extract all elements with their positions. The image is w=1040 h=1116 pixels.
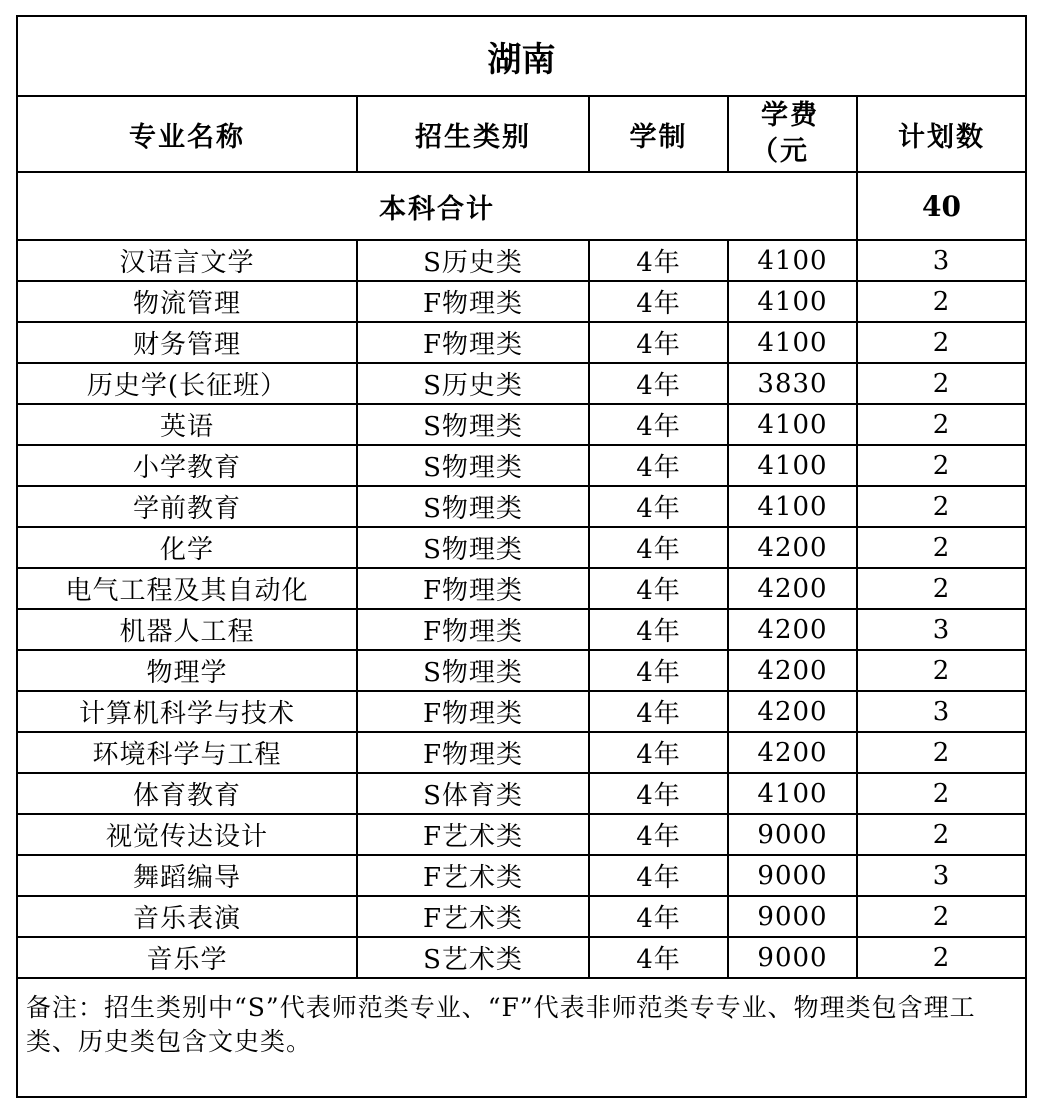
cell-plan: 2 [857, 814, 1026, 855]
cell-major: 电气工程及其自动化 [17, 568, 357, 609]
table-row [17, 445, 1026, 486]
cell-plan: 2 [857, 896, 1026, 937]
table-row [17, 486, 1026, 527]
table-row [17, 691, 1026, 732]
cell-major: 汉语言文学 [17, 240, 357, 281]
header-fee-line2: （元 [751, 136, 809, 167]
cell-major: 学前教育 [17, 486, 357, 527]
cell-fee: 9000 [728, 855, 857, 896]
table-row [17, 281, 1026, 322]
table-row [17, 363, 1026, 404]
cell-fee: 4200 [728, 609, 857, 650]
cell-plan: 2 [857, 773, 1026, 814]
cell-fee: 4200 [728, 527, 857, 568]
cell-category: S物理类 [357, 527, 589, 568]
cell-major: 历史学(长征班） [17, 363, 357, 404]
cell-major: 计算机科学与技术 [17, 691, 357, 732]
cell-duration: 4年 [589, 322, 728, 363]
note-text: 备注：招生类别中“S”代表师范类专业、“F”代表非师范类专专业、物理类包含理工类、历史类包含文史类。 [17, 978, 1026, 1097]
cell-fee: 4100 [728, 240, 857, 281]
cell-category: F物理类 [357, 609, 589, 650]
cell-fee: 4200 [728, 691, 857, 732]
header-row [17, 96, 1026, 172]
cell-major: 机器人工程 [17, 609, 357, 650]
cell-plan: 2 [857, 281, 1026, 322]
cell-fee: 4100 [728, 486, 857, 527]
cell-plan: 3 [857, 855, 1026, 896]
cell-category: F物理类 [357, 732, 589, 773]
cell-plan: 2 [857, 650, 1026, 691]
cell-fee: 4100 [728, 445, 857, 486]
table-row [17, 896, 1026, 937]
cell-plan: 2 [857, 322, 1026, 363]
cell-category: S物理类 [357, 404, 589, 445]
cell-duration: 4年 [589, 855, 728, 896]
cell-major: 视觉传达设计 [17, 814, 357, 855]
cell-plan: 3 [857, 609, 1026, 650]
enrollment-plan-table [16, 15, 1027, 1098]
cell-major: 财务管理 [17, 322, 357, 363]
cell-major: 英语 [17, 404, 357, 445]
cell-major: 音乐表演 [17, 896, 357, 937]
cell-category: F艺术类 [357, 896, 589, 937]
cell-category: S物理类 [357, 445, 589, 486]
cell-duration: 4年 [589, 814, 728, 855]
cell-plan: 2 [857, 445, 1026, 486]
cell-plan: 2 [857, 486, 1026, 527]
table-row [17, 609, 1026, 650]
cell-duration: 4年 [589, 773, 728, 814]
table-row [17, 527, 1026, 568]
cell-major: 物流管理 [17, 281, 357, 322]
table-row [17, 773, 1026, 814]
cell-category: F艺术类 [357, 814, 589, 855]
cell-fee: 9000 [728, 814, 857, 855]
header-duration: 学制 [589, 96, 728, 172]
cell-fee: 4100 [728, 404, 857, 445]
table-row [17, 814, 1026, 855]
cell-fee: 4100 [728, 281, 857, 322]
cell-major: 音乐学 [17, 937, 357, 978]
cell-category: F物理类 [357, 322, 589, 363]
total-label: 本科合计 [17, 172, 857, 240]
cell-category: F物理类 [357, 568, 589, 609]
cell-duration: 4年 [589, 609, 728, 650]
cell-duration: 4年 [589, 363, 728, 404]
cell-duration: 4年 [589, 240, 728, 281]
cell-duration: 4年 [589, 896, 728, 937]
header-fee [728, 96, 857, 172]
cell-plan: 3 [857, 240, 1026, 281]
table-row [17, 732, 1026, 773]
table-row [17, 240, 1026, 281]
cell-plan: 2 [857, 732, 1026, 773]
cell-plan: 2 [857, 568, 1026, 609]
cell-category: S艺术类 [357, 937, 589, 978]
cell-fee: 4200 [728, 568, 857, 609]
title-row [17, 16, 1026, 96]
cell-fee: 4200 [728, 732, 857, 773]
header-plan: 计划数 [857, 96, 1026, 172]
header-fee-line1: 学费 [761, 100, 819, 131]
cell-fee: 4100 [728, 322, 857, 363]
table-row [17, 937, 1026, 978]
cell-category: S历史类 [357, 363, 589, 404]
cell-duration: 4年 [589, 691, 728, 732]
cell-duration: 4年 [589, 568, 728, 609]
cell-category: S物理类 [357, 486, 589, 527]
cell-category: F艺术类 [357, 855, 589, 896]
cell-plan: 3 [857, 691, 1026, 732]
cell-fee: 4200 [728, 650, 857, 691]
cell-duration: 4年 [589, 650, 728, 691]
cell-fee: 4100 [728, 773, 857, 814]
cell-category: S物理类 [357, 650, 589, 691]
cell-duration: 4年 [589, 937, 728, 978]
cell-major: 体育教育 [17, 773, 357, 814]
cell-plan: 2 [857, 404, 1026, 445]
cell-major: 化学 [17, 527, 357, 568]
cell-duration: 4年 [589, 445, 728, 486]
cell-major: 环境科学与工程 [17, 732, 357, 773]
table-row [17, 650, 1026, 691]
header-major: 专业名称 [17, 96, 357, 172]
cell-duration: 4年 [589, 404, 728, 445]
cell-fee: 3830 [728, 363, 857, 404]
table-row [17, 568, 1026, 609]
cell-duration: 4年 [589, 281, 728, 322]
table-title: 湖南 [17, 16, 1026, 96]
cell-duration: 4年 [589, 732, 728, 773]
cell-plan: 2 [857, 363, 1026, 404]
table-row [17, 855, 1026, 896]
cell-fee: 9000 [728, 896, 857, 937]
cell-duration: 4年 [589, 486, 728, 527]
cell-major: 舞蹈编导 [17, 855, 357, 896]
cell-plan: 2 [857, 937, 1026, 978]
cell-category: S历史类 [357, 240, 589, 281]
cell-category: F物理类 [357, 691, 589, 732]
table-row [17, 404, 1026, 445]
cell-duration: 4年 [589, 527, 728, 568]
cell-fee: 9000 [728, 937, 857, 978]
total-value: 40 [857, 172, 1026, 240]
note-row [17, 978, 1026, 1097]
cell-category: S体育类 [357, 773, 589, 814]
header-category: 招生类别 [357, 96, 589, 172]
cell-major: 物理学 [17, 650, 357, 691]
cell-major: 小学教育 [17, 445, 357, 486]
data-rows [17, 240, 1026, 978]
cell-plan: 2 [857, 527, 1026, 568]
table-row [17, 322, 1026, 363]
cell-category: F物理类 [357, 281, 589, 322]
total-row [17, 172, 1026, 240]
